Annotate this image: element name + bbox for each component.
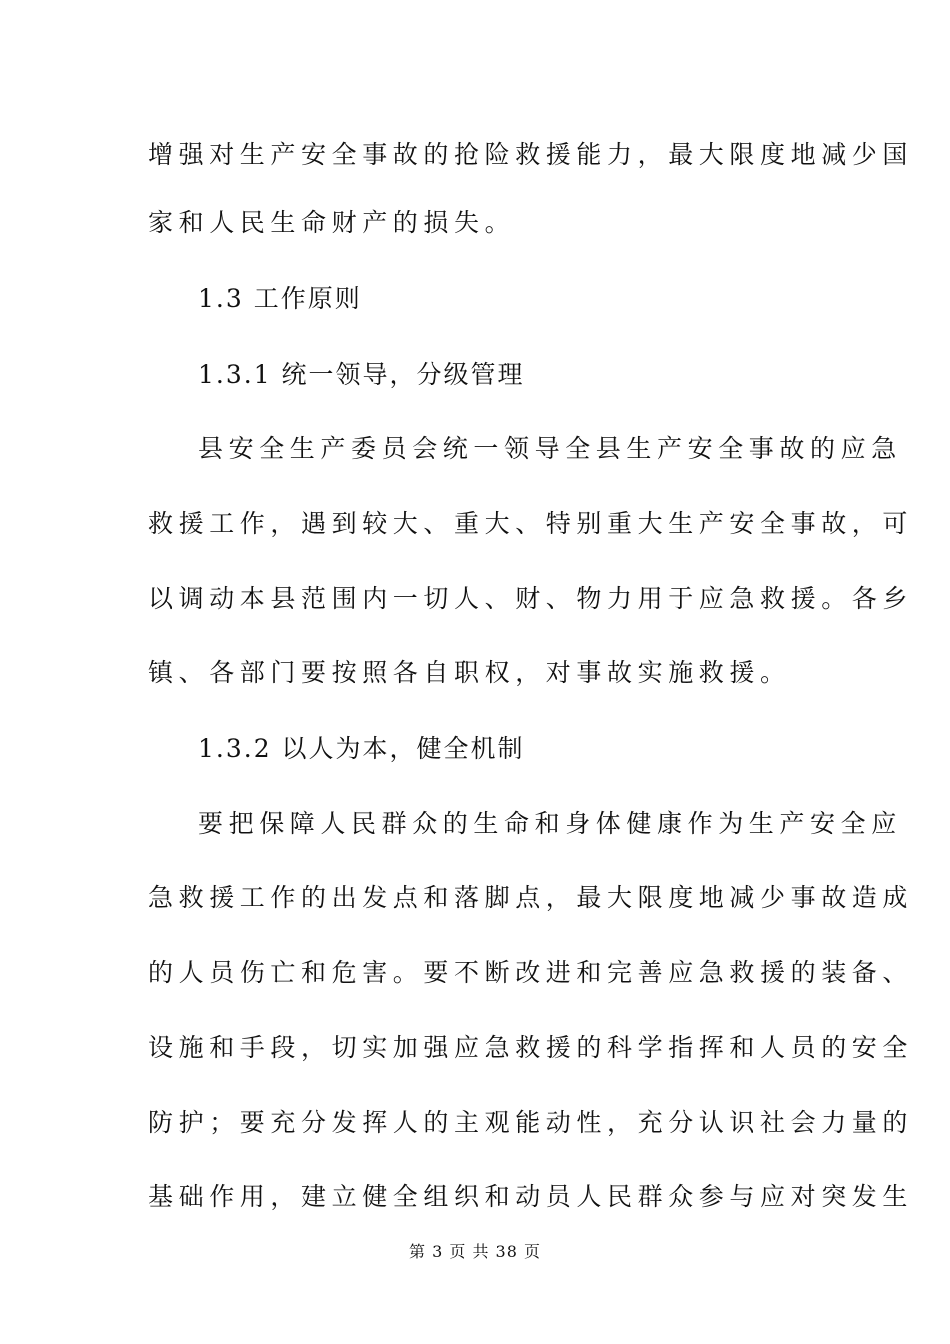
text-line: 的人员伤亡和危害。要不断改进和完善应急救援的装备、 [148, 958, 914, 987]
text-line: 要把保障人民群众的生命和身体健康作为生产安全应 [198, 809, 902, 838]
text-line: 防护；要充分发挥人的主观能动性，充分认识社会力量的 [148, 1108, 914, 1137]
text-line: 救援工作，遇到较大、重大、特别重大生产安全事故，可 [148, 509, 914, 538]
text-line: 增强对生产安全事故的抢险救援能力，最大限度地减少国 [148, 140, 914, 169]
page-number-footer: 第 3 页 共 38 页 [409, 1242, 541, 1261]
text-line: 以调动本县范围内一切人、财、物力用于应急救援。各乡 [148, 584, 914, 613]
text-line: 县安全生产委员会统一领导全县生产安全事故的应急 [198, 434, 902, 463]
section-heading: 1.3 工作原则 [198, 284, 362, 313]
text-line: 镇、各部门要按照各自职权，对事故实施救援。 [148, 658, 791, 687]
text-line: 家和人民生命财产的损失。 [148, 208, 516, 237]
subsection-heading: 1.3.1 统一领导，分级管理 [198, 360, 525, 389]
text-line: 急救援工作的出发点和落脚点，最大限度地减少事故造成 [148, 883, 914, 912]
subsection-heading: 1.3.2 以人为本，健全机制 [198, 734, 525, 763]
text-line: 设施和手段，切实加强应急救援的科学指挥和人员的安全 [148, 1033, 914, 1062]
text-line: 基础作用，建立健全组织和动员人民群众参与应对突发生 [148, 1182, 914, 1211]
